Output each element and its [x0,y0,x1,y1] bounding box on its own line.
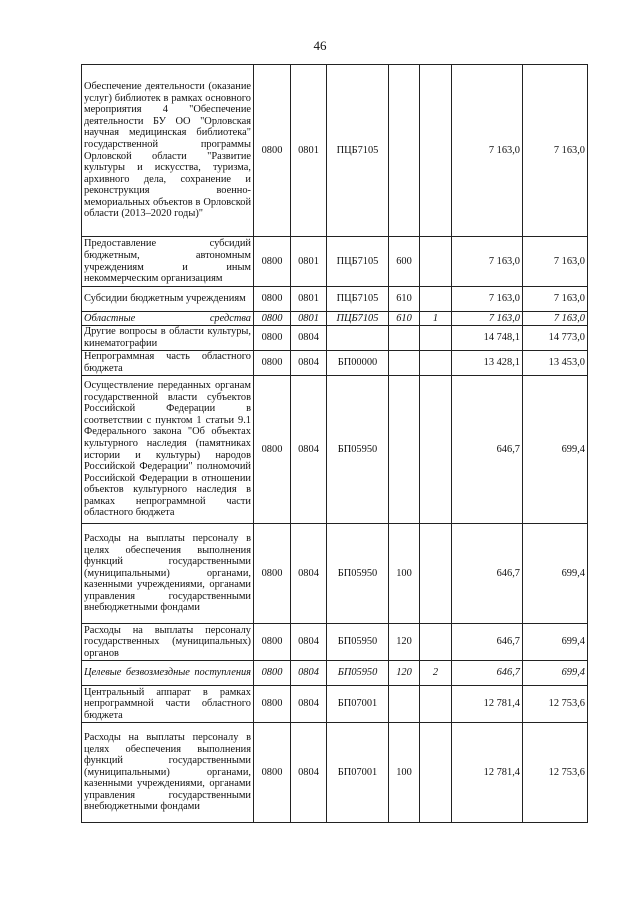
subsection-code-cell: 0804 [291,661,327,686]
expense-type-cell [389,326,420,351]
target-article-cell: БП05950 [327,376,389,524]
amount-year2-cell: 7 163,0 [523,65,588,237]
expense-type-cell: 120 [389,624,420,661]
funding-source-cell [420,524,452,624]
amount-year1-cell: 646,7 [452,524,523,624]
expense-type-cell [389,686,420,723]
expense-type-cell: 600 [389,237,420,287]
subsection-code-cell: 0801 [291,237,327,287]
expense-type-cell: 610 [389,312,420,326]
amount-year1-cell: 646,7 [452,624,523,661]
section-code-cell: 0800 [254,351,291,376]
funding-source-cell: 1 [420,312,452,326]
target-article-cell [327,326,389,351]
amount-year1-cell: 7 163,0 [452,237,523,287]
expense-name-cell: Областные средства [82,312,254,326]
table-row [82,237,588,287]
amount-year2-cell: 7 163,0 [523,312,588,326]
table-row [82,524,588,624]
amount-year2-cell: 12 753,6 [523,723,588,823]
target-article-cell: БП05950 [327,661,389,686]
subsection-code-cell: 0804 [291,723,327,823]
subsection-code-cell: 0804 [291,524,327,624]
amount-year1-cell: 14 748,1 [452,326,523,351]
amount-year2-cell: 12 753,6 [523,686,588,723]
section-code-cell: 0800 [254,287,291,312]
section-code-cell: 0800 [254,723,291,823]
expense-name-cell: Расходы на выплаты персоналу в целях обеспечения выполнения функций государственными (муниципальными) органами, казенными учреждениями, органами управления государственными внебюджетными фондами [82,723,254,823]
amount-year1-cell: 646,7 [452,661,523,686]
section-code-cell: 0800 [254,65,291,237]
amount-year1-cell: 12 781,4 [452,686,523,723]
section-code-cell: 0800 [254,686,291,723]
funding-source-cell [420,624,452,661]
expense-type-cell: 610 [389,287,420,312]
expense-name-cell: Другие вопросы в области культуры, кинематографии [82,326,254,351]
table-row [82,351,588,376]
funding-source-cell [420,326,452,351]
subsection-code-cell: 0804 [291,351,327,376]
target-article-cell: БП07001 [327,686,389,723]
funding-source-cell [420,287,452,312]
section-code-cell: 0800 [254,661,291,686]
expense-name-cell: Целевые безвозмездные поступления [82,661,254,686]
amount-year2-cell: 7 163,0 [523,287,588,312]
target-article-cell: БП05950 [327,624,389,661]
table-row [82,624,588,661]
funding-source-cell: 2 [420,661,452,686]
section-code-cell: 0800 [254,312,291,326]
amount-year1-cell: 7 163,0 [452,287,523,312]
subsection-code-cell: 0804 [291,686,327,723]
expense-name-cell: Субсидии бюджетным учреждениям [82,287,254,312]
expense-name-cell: Обеспечение деятельности (оказание услуг) библиотек в рамках основного мероприятия 4 "Обеспечение деятельности БУ ОО "Орловская научная медицинская библиотека" государственной программы Орловской области "Развитие культуры и искусства, туризма, архивного дела, сохранение и реконструкция военно-мемориальных объектов в Орловской области (2013–2020 годы)" [82,65,254,237]
subsection-code-cell: 0801 [291,312,327,326]
amount-year2-cell: 7 163,0 [523,237,588,287]
target-article-cell: БП07001 [327,723,389,823]
table-row [82,326,588,351]
subsection-code-cell: 0804 [291,376,327,524]
table-row [82,723,588,823]
target-article-cell: БП05950 [327,524,389,624]
subsection-code-cell: 0801 [291,65,327,237]
expense-name-cell: Центральный аппарат в рамках непрограммной части областного бюджета [82,686,254,723]
amount-year1-cell: 7 163,0 [452,312,523,326]
funding-source-cell [420,376,452,524]
expense-type-cell [389,351,420,376]
table-row [82,686,588,723]
funding-source-cell [420,351,452,376]
section-code-cell: 0800 [254,524,291,624]
expense-type-cell: 120 [389,661,420,686]
section-code-cell: 0800 [254,376,291,524]
amount-year2-cell: 14 773,0 [523,326,588,351]
subsection-code-cell: 0801 [291,287,327,312]
amount-year2-cell: 699,4 [523,524,588,624]
table-row [82,376,588,524]
funding-source-cell [420,65,452,237]
section-code-cell: 0800 [254,237,291,287]
funding-source-cell [420,686,452,723]
target-article-cell: ПЦБ7105 [327,237,389,287]
amount-year2-cell: 699,4 [523,661,588,686]
budget-table [81,64,588,823]
expense-name-cell: Расходы на выплаты персоналу в целях обеспечения выполнения функций государственными (муниципальными) органами, казенными учреждениями, органами управления государственными внебюджетными фондами [82,524,254,624]
expense-name-cell: Предоставление субсидий бюджетным, автономным учреждениям и иным некоммерческим организациям [82,237,254,287]
table-row [82,65,588,237]
expense-name-cell: Расходы на выплаты персоналу государственных (муниципальных) органов [82,624,254,661]
subsection-code-cell: 0804 [291,624,327,661]
target-article-cell: ПЦБ7105 [327,65,389,237]
expense-type-cell: 100 [389,524,420,624]
amount-year2-cell: 699,4 [523,624,588,661]
subsection-code-cell: 0804 [291,326,327,351]
expense-type-cell [389,376,420,524]
target-article-cell: ПЦБ7105 [327,287,389,312]
page-number: 46 [313,38,327,53]
expense-type-cell [389,65,420,237]
amount-year1-cell: 13 428,1 [452,351,523,376]
target-article-cell: БП00000 [327,351,389,376]
amount-year2-cell: 699,4 [523,376,588,524]
expense-name-cell: Непрограммная часть областного бюджета [82,351,254,376]
section-code-cell: 0800 [254,624,291,661]
expense-type-cell: 100 [389,723,420,823]
amount-year2-cell: 13 453,0 [523,351,588,376]
amount-year1-cell: 646,7 [452,376,523,524]
amount-year1-cell: 12 781,4 [452,723,523,823]
funding-source-cell [420,723,452,823]
table-row [82,287,588,312]
expense-name-cell: Осуществление переданных органам государственной власти субъектов Российской Федерации в соответствии с пунктом 1 статьи 9.1 Федерального закона "Об объектах культурного наследия (памятниках истории и культуры) народов Российской Федерации" полномочий Российской Федерации в отношении объектов культурного наследия в рамках непрограммной части областного бюджета [82,376,254,524]
section-code-cell: 0800 [254,326,291,351]
table-row [82,661,588,686]
funding-source-cell [420,237,452,287]
table-row [82,312,588,326]
target-article-cell: ПЦБ7105 [327,312,389,326]
amount-year1-cell: 7 163,0 [452,65,523,237]
